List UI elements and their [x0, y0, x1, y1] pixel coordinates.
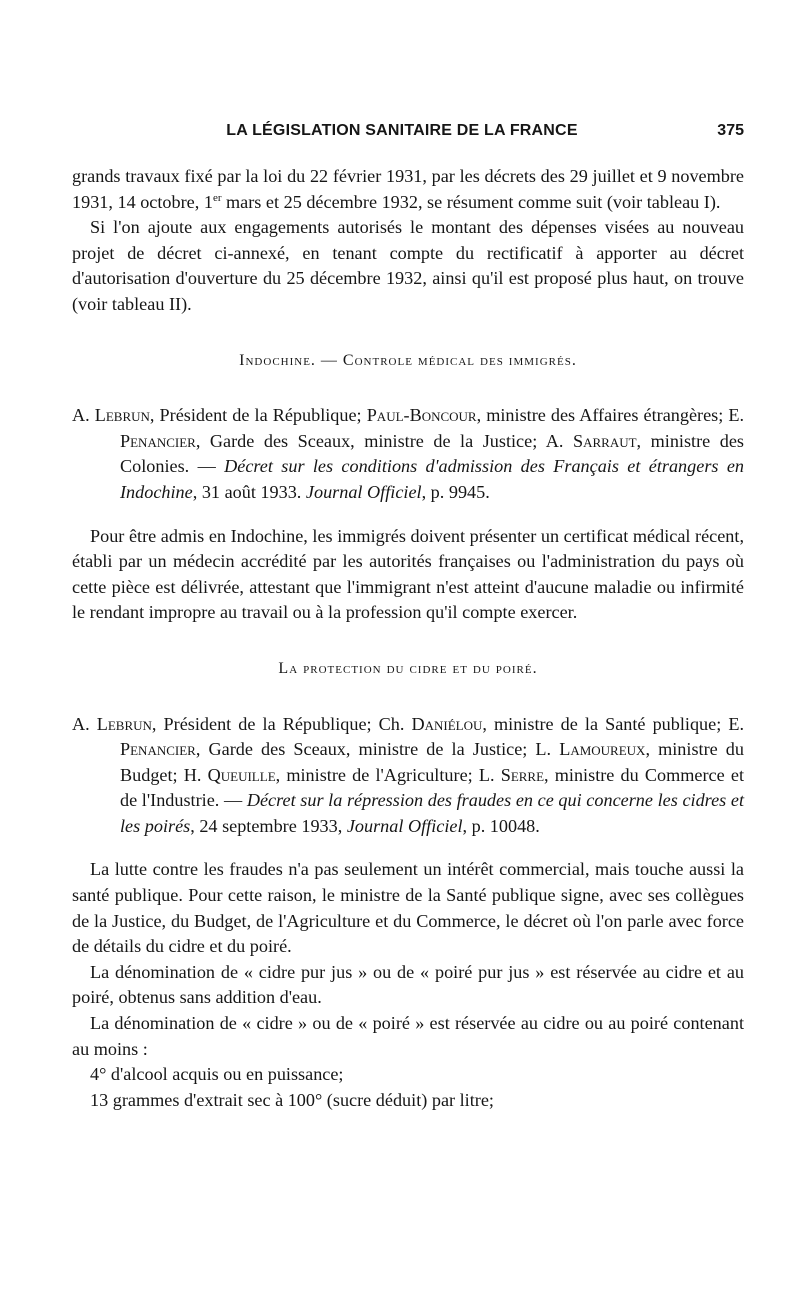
- signatory-name: Penancier: [120, 739, 196, 760]
- signatory-name: Lebrun: [96, 713, 152, 734]
- cidre-paragraph-3: La dénomination de « cidre » ou de « poiré » est réservée au cidre ou au poiré contenant au moins :: [72, 1013, 744, 1059]
- page-body: [72, 164, 744, 1113]
- indochine-paragraph: Pour être admis en Indochine, les immigrés doivent présenter un certificat médical récent, établi par un médecin accrédité par les autorités françaises ou l'administration du pays où cette pièce est délivrée, attestant que l'immigrant n'est atteint d'aucune maladie ou infirmité le rendant impropre au travail ou à la profession qu'il compte exercer.: [72, 525, 744, 623]
- signatory-name: Daniélou: [411, 713, 483, 734]
- intro-paragraph-2: Si l'on ajoute aux engagements autorisés le montant des dépenses visées au nouveau projet de décret ci-annexé, en tenant compte du rectificatif à apporter au décret d'autorisation d'ouverture du 25 décembre 1932, ainsi qu'il est proposé plus haut, on trouve (voir tableau II).: [72, 217, 744, 314]
- running-head: [72, 120, 744, 146]
- signatory-name: Queuille: [207, 764, 276, 785]
- decree-title: Décret sur la répression des fraudes en ce qui concerne les cidres et les poirés: [120, 790, 744, 836]
- decree-citation-indochine: A. Lebrun, Président de la République; Paul-Boncour, ministre des Affaires étrangères; E. Penancier, Garde des Sceaux, ministre de la Justice; A. Sarraut, ministre des Colonies. — Décret sur les conditions d'admission des Français et étrangers en Indochine, 31 août 1933. Journal Officiel, p. 9945.: [72, 405, 745, 502]
- page-number: 375: [717, 122, 744, 139]
- signatory-name: Penancier: [120, 430, 196, 451]
- signatory-name: Paul-Boncour: [366, 405, 477, 426]
- running-title: LA LÉGISLATION SANITAIRE DE LA FRANCE: [226, 122, 578, 139]
- decree-title: Décret sur les conditions d'admission des Français et étrangers en Indochine: [120, 456, 744, 502]
- list-item: 13 grammes d'extrait sec à 100° (sucre déduit) par litre;: [90, 1089, 494, 1110]
- signatory-name: Serre: [500, 764, 545, 785]
- intro-paragraph-1: grands travaux fixé par la loi du 22 février 1931, par les décrets des 29 juillet et 9 novembre 1931, 14 octobre, 1er mars et 25 décembre 1932, se résument comme suit (voir tableau I).: [72, 166, 744, 212]
- list-item: 4° d'alcool acquis ou en puissance;: [90, 1064, 344, 1085]
- signatory-name: Lamoureux: [559, 739, 646, 760]
- cidre-paragraph-2: La dénomination de « cidre pur jus » ou de « poiré pur jus » est réservée au cidre et au poiré, obtenus sans addition d'eau.: [72, 961, 744, 1008]
- signatory-name: Lebrun: [94, 405, 150, 426]
- section-heading-cidre: La protection du cidre et du poiré.: [278, 659, 538, 677]
- decree-citation-cidre: A. Lebrun, Président de la République; Ch. Daniélou, ministre de la Santé publique; E. Penancier, Garde des Sceaux, ministre de la Justice; L. Lamoureux, ministre du Budget; H. Queuille, ministre de l'Agriculture; L. Serre, ministre du Commerce et de l'Industrie. — Décret sur la répression des fraudes en ce qui concerne les cidres et les poirés, 24 septembre 1933, Journal Officiel, p. 10048.: [72, 713, 744, 836]
- journal-name: Journal Officiel: [346, 815, 463, 836]
- cidre-paragraph-1: La lutte contre les fraudes n'a pas seulement un intérêt commercial, mais touche aussi la santé publique. Pour cette raison, le ministre de la Santé publique signe, avec ses collègues de la Justice, du Budget, de l'Agriculture et du Commerce, le décret où l'on parle avec force de détails du cidre et du poiré.: [72, 859, 744, 957]
- section-heading-indochine: Indochine. — Controle médical des immigrés.: [239, 351, 577, 369]
- journal-name: Journal Officiel: [305, 481, 422, 502]
- signatory-name: Sarraut: [572, 430, 637, 451]
